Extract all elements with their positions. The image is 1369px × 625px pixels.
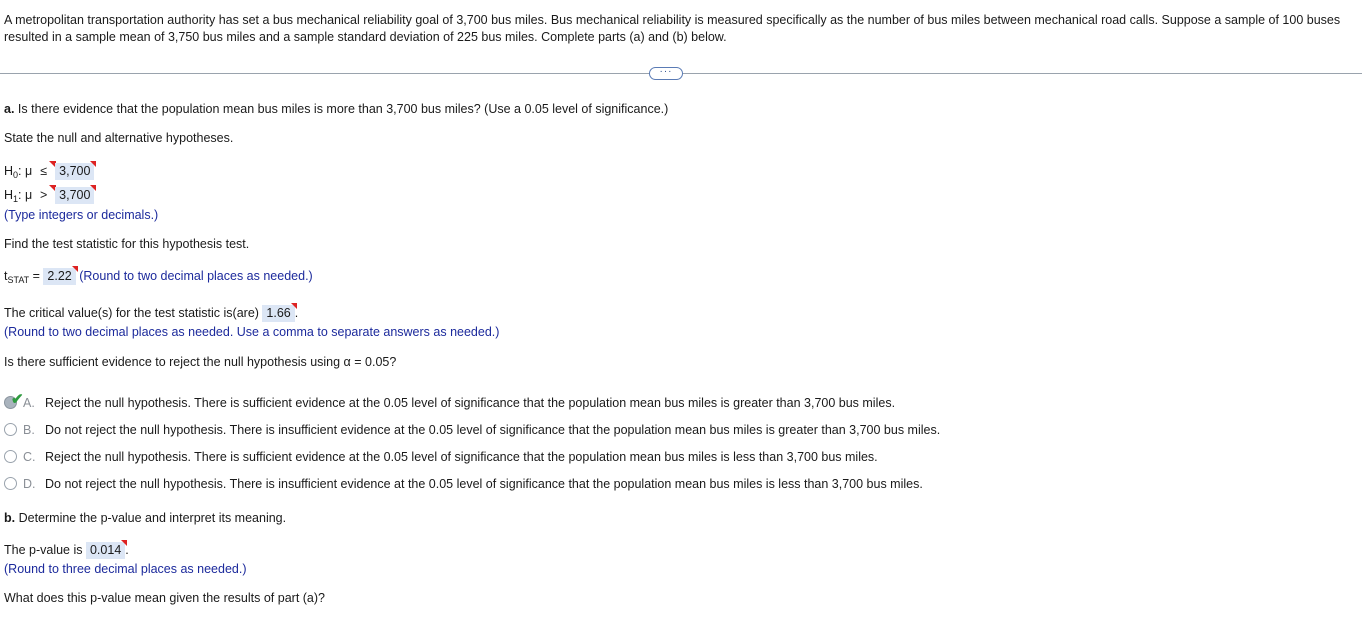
choice-b-text: Do not reject the null hypothesis. There is insufficient evidence at the 0.05 level of significance that the population mean bus miles is greater than 3,700 bus miles. xyxy=(45,423,941,437)
reject-question: Is there sufficient evidence to reject the null hypothesis using α = 0.05? xyxy=(4,355,397,369)
choice-d-text: Do not reject the null hypothesis. There is insufficient evidence at the 0.05 level of significance that the population mean bus miles is less than 3,700 bus miles. xyxy=(45,477,923,491)
h1-mu: : μ xyxy=(18,188,33,202)
part-b-question-text: Determine the p-value and interpret its meaning. xyxy=(18,511,287,525)
choice-d-letter: D. xyxy=(23,477,36,491)
h0-symbol-dropdown[interactable]: ≤ xyxy=(36,164,52,178)
part-a-question xyxy=(4,102,668,116)
choice-a-text: Reject the null hypothesis. There is sufficient evidence at the 0.05 level of significance that the population mean bus miles is greater than 3,700 bus miles. xyxy=(45,396,896,410)
h1-subscript: 1 xyxy=(13,194,19,204)
hypothesis-hint: (Type integers or decimals.) xyxy=(4,208,159,222)
choice-c-radio[interactable] xyxy=(4,450,17,463)
choice-c-text: Reject the null hypothesis. There is sufficient evidence at the 0.05 level of significance that the population mean bus miles is less than 3,700 bus miles. xyxy=(45,450,878,464)
h1-symbol-dropdown[interactable]: > xyxy=(36,188,52,202)
pvalue-answer[interactable]: 0.014 xyxy=(86,542,125,559)
choice-b-radio[interactable] xyxy=(4,423,17,436)
h1-label: H xyxy=(4,188,14,202)
choice-a-letter: A. xyxy=(23,396,35,410)
choice-b[interactable] xyxy=(4,421,940,439)
pvalue-row xyxy=(4,542,129,559)
h0-mu: : μ xyxy=(18,164,33,178)
h0-subscript: 0 xyxy=(13,170,19,180)
tstat-subscript: STAT xyxy=(7,275,30,285)
h0-label: H xyxy=(4,164,14,178)
part-b-prefix: b. xyxy=(4,511,16,525)
critical-value-hint: (Round to two decimal places as needed. Use a comma to separate answers as needed.) xyxy=(4,325,500,339)
choice-d-radio[interactable] xyxy=(4,477,17,490)
part-b-question xyxy=(4,511,286,525)
choice-d[interactable] xyxy=(4,475,923,493)
choice-c[interactable] xyxy=(4,448,878,466)
tstat-hint: (Round to two decimal places as needed.) xyxy=(79,269,313,283)
pvalue-hint: (Round to three decimal places as needed.) xyxy=(4,562,247,576)
tstat-answer[interactable]: 2.22 xyxy=(43,268,75,285)
tstat-label: t xyxy=(4,269,8,283)
critical-value-label: The critical value(s) for the test statistic is(are) xyxy=(4,306,263,320)
part-a-prefix: a. xyxy=(4,102,15,116)
tstat-equals: = xyxy=(29,269,44,283)
choice-a[interactable] xyxy=(4,391,896,412)
state-hypotheses-prompt: State the null and alternative hypotheses. xyxy=(4,131,234,145)
critical-value-row xyxy=(4,305,298,322)
h0-value-answer[interactable]: 3,700 xyxy=(55,163,94,180)
find-test-statistic-prompt: Find the test statistic for this hypothesis test. xyxy=(4,237,250,251)
critical-value-period: . xyxy=(294,306,299,320)
h1-value-answer[interactable]: 3,700 xyxy=(55,187,94,204)
choice-c-letter: C. xyxy=(23,450,36,464)
choice-b-letter: B. xyxy=(23,423,35,437)
expand-more-button[interactable]: ··· xyxy=(649,67,683,80)
problem-statement: A metropolitan transportation authority has set a bus mechanical reliability goal of 3,700 bus miles. Bus mechanical reliability is measured specifically as the number of bus miles between mechanical road calls. Suppose a sample of 100 buses resulted in a sample mean of 3,750 bus miles and a sample standard deviation of 225 bus miles. Complete parts (a) and (b) below. xyxy=(4,13,1341,44)
part-a-question-text: Is there evidence that the population mean bus miles is more than 3,700 bus miles? (Use a 0.05 level of significance.) xyxy=(17,102,669,116)
tstat-row xyxy=(4,268,313,285)
critical-value-answer[interactable]: 1.66 xyxy=(262,305,294,322)
pvalue-meaning-question: What does this p-value mean given the results of part (a)? xyxy=(4,591,325,605)
null-hypothesis-row xyxy=(4,163,94,180)
pvalue-period: . xyxy=(125,543,129,557)
alt-hypothesis-row xyxy=(4,187,94,204)
correct-check-icon: ✔ xyxy=(11,391,24,408)
pvalue-label: The p-value is xyxy=(4,543,86,557)
